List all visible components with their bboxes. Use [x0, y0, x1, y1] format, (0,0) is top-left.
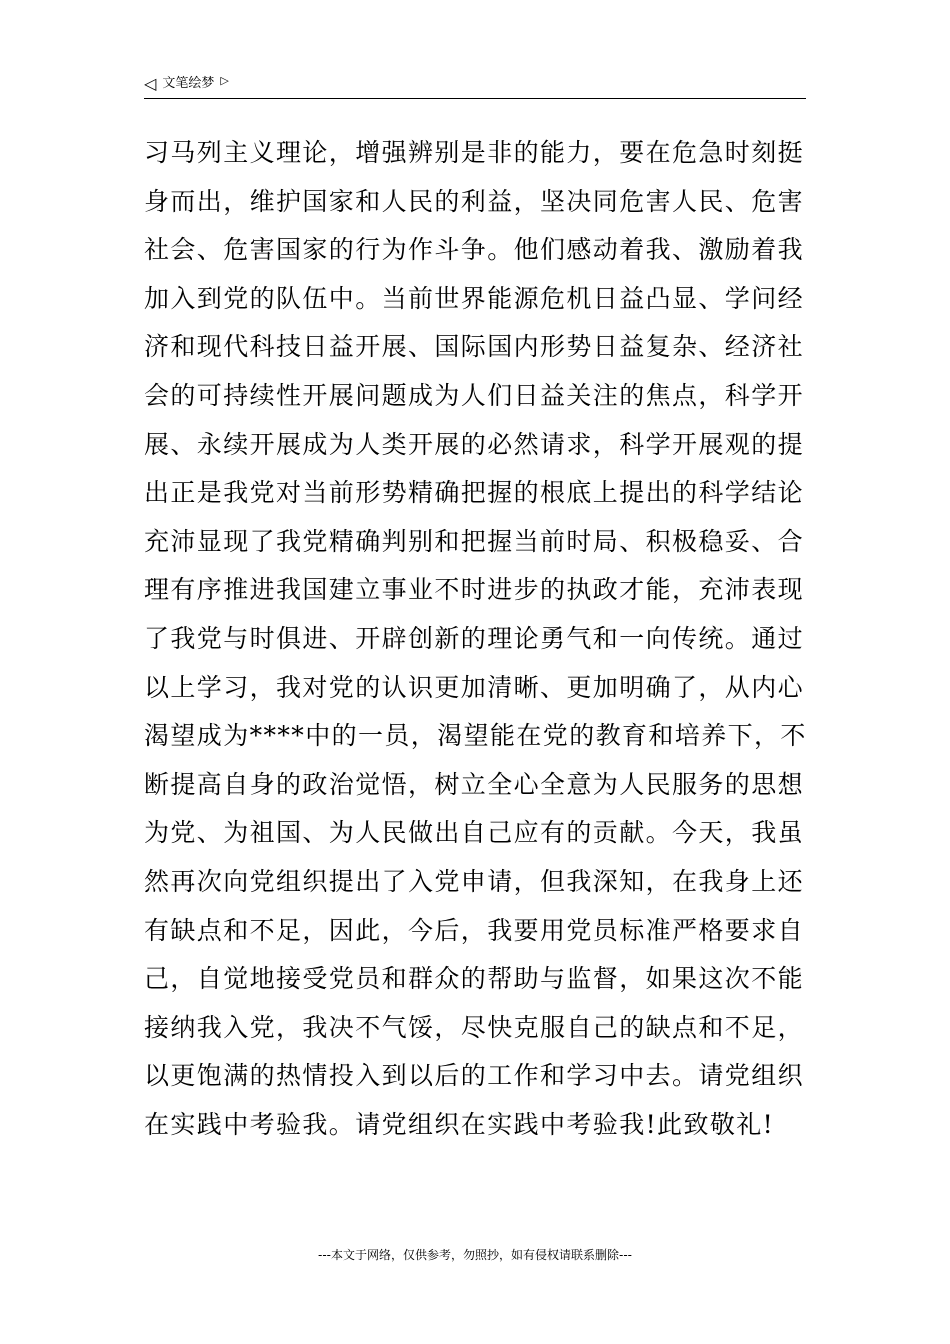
text-line: 出正是我党对当前形势精确把握的根底上提出的科学结论	[144, 478, 805, 508]
document-body	[144, 129, 806, 1149]
text-line: 断提高自身的政治觉悟，树立全心全意为人民服务的思想	[144, 769, 805, 799]
text-line: 了我党与时俱进、开辟创新的理论勇气和一向传统。通过	[144, 623, 805, 653]
text-line: 展、永续开展成为人类开展的必然请求，科学开展观的提	[144, 429, 805, 459]
text-line: 有缺点和不足，因此，今后，我要用党员标准严格要求自	[144, 915, 805, 945]
text-line: 会的可持续性开展问题成为人们日益关注的焦点，科学开	[144, 380, 805, 410]
text-line: 以更饱满的热情投入到以后的工作和学习中去。请党组织	[144, 1061, 805, 1091]
text-line: 加入到党的队伍中。当前世界能源危机日益凸显、学问经	[144, 283, 805, 313]
text-line: 充沛显现了我党精确判别和把握当前时局、积极稳妥、合	[144, 526, 805, 556]
page-header	[144, 74, 806, 98]
text-line: 接纳我入党，我决不气馁，尽快克服自己的缺点和不足，	[144, 1012, 805, 1042]
header-divider	[144, 98, 806, 99]
header-title: 文笔绘梦	[162, 76, 215, 91]
text-line: 社会、危害国家的行为作斗争。他们感动着我、激励着我	[144, 235, 805, 265]
text-line: 济和现代科技日益开展、国际国内形势日益复杂、经济社	[144, 332, 805, 362]
footer-disclaimer: ---本文于网络，仅供参考，勿照抄，如有侵权请联系删除---	[318, 1248, 632, 1262]
text-line: 习马列主义理论，增强辨别是非的能力，要在危急时刻挺	[144, 138, 805, 167]
text-line: 然再次向党组织提出了入党申请，但我深知，在我身上还	[144, 866, 805, 896]
text-line: 以上学习，我对党的认识更加清晰、更加明确了，从内心	[144, 672, 805, 702]
text-line: 身而出，维护国家和人民的利益，坚决同危害人民、危害	[144, 186, 805, 216]
text-line: 渴望成为****中的一员，渴望能在党的教育和培养下，不	[144, 721, 807, 751]
text-line: 理有序推进我国建立事业不时进步的执政才能，充沛表现	[144, 575, 805, 605]
triangle-left-icon: ◁	[144, 74, 157, 93]
text-line: 在实践中考验我。请党组织在实践中考验我!此致敬礼!	[144, 1109, 775, 1139]
text-line: 为党、为祖国、为人民做出自己应有的贡献。今天，我虽	[144, 818, 805, 848]
triangle-right-icon: ▷	[220, 74, 229, 87]
text-line: 己，自觉地接受党员和群众的帮助与监督，如果这次不能	[144, 964, 805, 994]
